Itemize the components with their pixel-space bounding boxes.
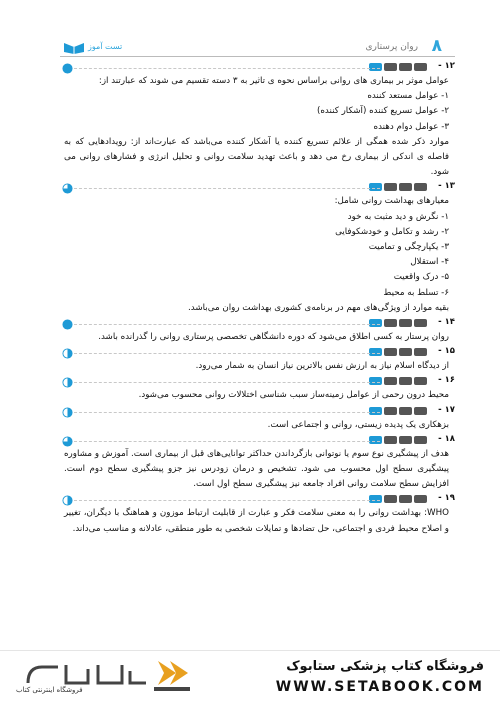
option-tag [399, 495, 412, 503]
option-tag [414, 407, 427, 415]
answer-block [60, 376, 455, 403]
answer-block [60, 182, 455, 316]
option-tags [369, 436, 427, 444]
answer-line: بزهکاری یک پدیده زیستی، روانی و اجتماعی است. [267, 419, 449, 430]
answer-text [60, 74, 455, 180]
option-tags [369, 183, 427, 191]
question-number: ۱۹ - [438, 493, 455, 504]
dashed-separator [74, 441, 380, 442]
difficulty-pie-icon [62, 319, 73, 330]
answer-line: ۶- تسلط به محیط [383, 287, 449, 298]
option-tag [414, 63, 427, 71]
question-number: ۱۶ - [438, 375, 455, 386]
option-tag [399, 348, 412, 356]
running-title: روان پرستاری [365, 42, 418, 52]
dashed-separator [74, 412, 380, 413]
option-tag [384, 63, 397, 71]
correct-option-tag [369, 436, 382, 444]
option-tag [399, 377, 412, 385]
question-number: ۱۴ - [438, 317, 455, 328]
option-tag [384, 407, 397, 415]
correct-option-tag [369, 495, 382, 503]
answer-line: بقیه موارد از ویژگی‌های مهم در برنامه‌ی کشوری بهداشت روان می‌باشد. [188, 302, 449, 313]
answer-line: روان پرستار به کسی اطلاق می‌شود که دوره دانشگاهی تخصصی پرستاری روانی را گذرانده باشد. [98, 332, 449, 343]
answer-text [60, 330, 455, 345]
answer-line: ۱- عوامل مستعد کننده [367, 91, 449, 102]
answer-line: عوامل موثر بر بیماری های روانی براساس نحوه ی تاثیر به ۳ دسته تقسیم می شوند که عبارتند از: [98, 76, 449, 86]
option-tag [414, 319, 427, 327]
option-tag [399, 183, 412, 191]
option-tag [384, 183, 397, 191]
answer-text [60, 194, 455, 316]
answer-line: ۳- یکپارچگی و تمامیت [368, 242, 449, 253]
option-tag [414, 436, 427, 444]
answer-line: معیارهای بهداشت روانی شامل: [334, 196, 449, 207]
correct-option-tag [369, 319, 382, 327]
answer-block [60, 435, 455, 493]
store-url[interactable]: WWW.SETABOOK.COM [275, 679, 484, 695]
answer-line: ۱- نگرش و دید مثبت به خود [347, 211, 449, 222]
answer-block [60, 318, 455, 345]
answer-line: از دیدگاه اسلام نیاز به ارزش نفس بالاترین نیاز انسان به شمار می‌رود. [195, 361, 449, 372]
answer-line: موارد ذکر شده همگی از علائم تسریع کننده یا آشکار کننده می‌باشد که عبارت‌اند از: رویدادهایی که به فاصله ی اندکی از بیماری رخ می دهد و باعث تهدید سلامت روانی و تحلیل انرژی و فشارهای روانی می شود. [64, 136, 449, 178]
dashed-separator [74, 382, 380, 383]
difficulty-pie-icon [62, 495, 73, 506]
logo-subtitle: فروشگاه اینترنتی کتاب [16, 686, 83, 694]
publisher-logo-text: تست آموز [88, 42, 123, 51]
option-tag [384, 348, 397, 356]
answer-line: WHO: بهداشت روانی را به معنی سلامت فکر و عبارت از قابلیت ارتباط موزون و هماهنگ با دیگران، تغییر و اصلاح محیط فردی و اجتماعی، حل تضادها و تمایلات شخصی به طور منطقی، عادلانه و مناسب می‌داند. [64, 508, 449, 534]
option-tags [369, 63, 427, 71]
option-tag [384, 495, 397, 503]
option-tag [384, 436, 397, 444]
difficulty-pie-icon [62, 63, 73, 74]
answer-text [60, 447, 455, 493]
option-tag [414, 348, 427, 356]
answer-header [60, 376, 455, 388]
answer-header [60, 318, 455, 330]
page-number: ۸ [431, 36, 442, 56]
question-number: ۱۸ - [438, 433, 455, 444]
answer-block [60, 406, 455, 433]
dashed-separator [74, 68, 380, 69]
answer-text [60, 506, 455, 536]
option-tag [414, 377, 427, 385]
question-number: ۱۷ - [438, 404, 455, 415]
header-divider [60, 56, 455, 57]
question-number: ۱۲ - [438, 61, 455, 71]
option-tags [369, 319, 427, 327]
store-name: فروشگاه کتاب پزشکی ستابوک [286, 659, 484, 674]
option-tags [369, 348, 427, 356]
question-number: ۱۵ - [438, 346, 455, 357]
dashed-separator [74, 353, 380, 354]
option-tags [369, 377, 427, 385]
page-header [0, 0, 500, 62]
option-tags [369, 495, 427, 503]
option-tag [399, 63, 412, 71]
option-tag [399, 407, 412, 415]
option-tag [414, 183, 427, 191]
option-tags [369, 407, 427, 415]
correct-option-tag [369, 183, 382, 191]
footer-banner [0, 650, 500, 701]
answer-line: هدف از پیشگیری نوع سوم یا نوتوانی بازگرداندن حداکثر توانایی‌های قبل از بیماری است. آموزش و مشاوره پیشگیری سطح اول محسوب می شود. تشخیص و درمان زودرس نیز جزو پیشگیری سطح دوم است. افزایش سطح سلامت روانی افراد جامعه نیز پیشگیری سطح اول است. [64, 448, 449, 490]
dashed-separator [74, 188, 380, 189]
answer-line: محیط درون رحمی از عوامل زمینه‌ساز سبب شناسی اختلالات روانی محسوب می‌شود. [138, 390, 449, 401]
answer-header [60, 182, 455, 194]
answer-header [60, 435, 455, 447]
correct-option-tag [369, 348, 382, 356]
answer-header [60, 347, 455, 359]
answer-line: ۴- استقلال [410, 257, 449, 268]
book-logo-icon [63, 40, 85, 54]
answer-line: ۲- رشد و تکامل و خودشکوفایی [335, 226, 449, 237]
answer-header [60, 406, 455, 418]
answer-text [60, 418, 455, 433]
answer-text [60, 388, 455, 403]
option-tag [384, 319, 397, 327]
answer-block [60, 62, 455, 180]
correct-option-tag [369, 377, 382, 385]
answer-line: ۵- درک واقعیت [393, 272, 449, 283]
answer-line: ۳- عوامل دوام دهنده [373, 121, 449, 132]
difficulty-pie-icon [62, 436, 73, 447]
dashed-separator [74, 500, 380, 501]
difficulty-pie-icon [62, 377, 73, 388]
correct-option-tag [369, 407, 382, 415]
answer-text [60, 359, 455, 374]
dashed-separator [74, 324, 380, 325]
difficulty-pie-icon [62, 183, 73, 194]
option-tag [399, 319, 412, 327]
difficulty-pie-icon [62, 407, 73, 418]
answer-line: ۲- عوامل تسریع کننده (آشکار کننده) [316, 106, 449, 117]
answer-block [60, 347, 455, 374]
question-number: ۱۳ - [438, 181, 455, 192]
correct-option-tag [369, 63, 382, 71]
option-tag [414, 495, 427, 503]
difficulty-pie-icon [62, 348, 73, 359]
option-tag [399, 436, 412, 444]
answers-list [60, 60, 455, 537]
answer-header [60, 62, 455, 74]
answer-header [60, 494, 455, 506]
answer-block [60, 494, 455, 536]
option-tag [384, 377, 397, 385]
